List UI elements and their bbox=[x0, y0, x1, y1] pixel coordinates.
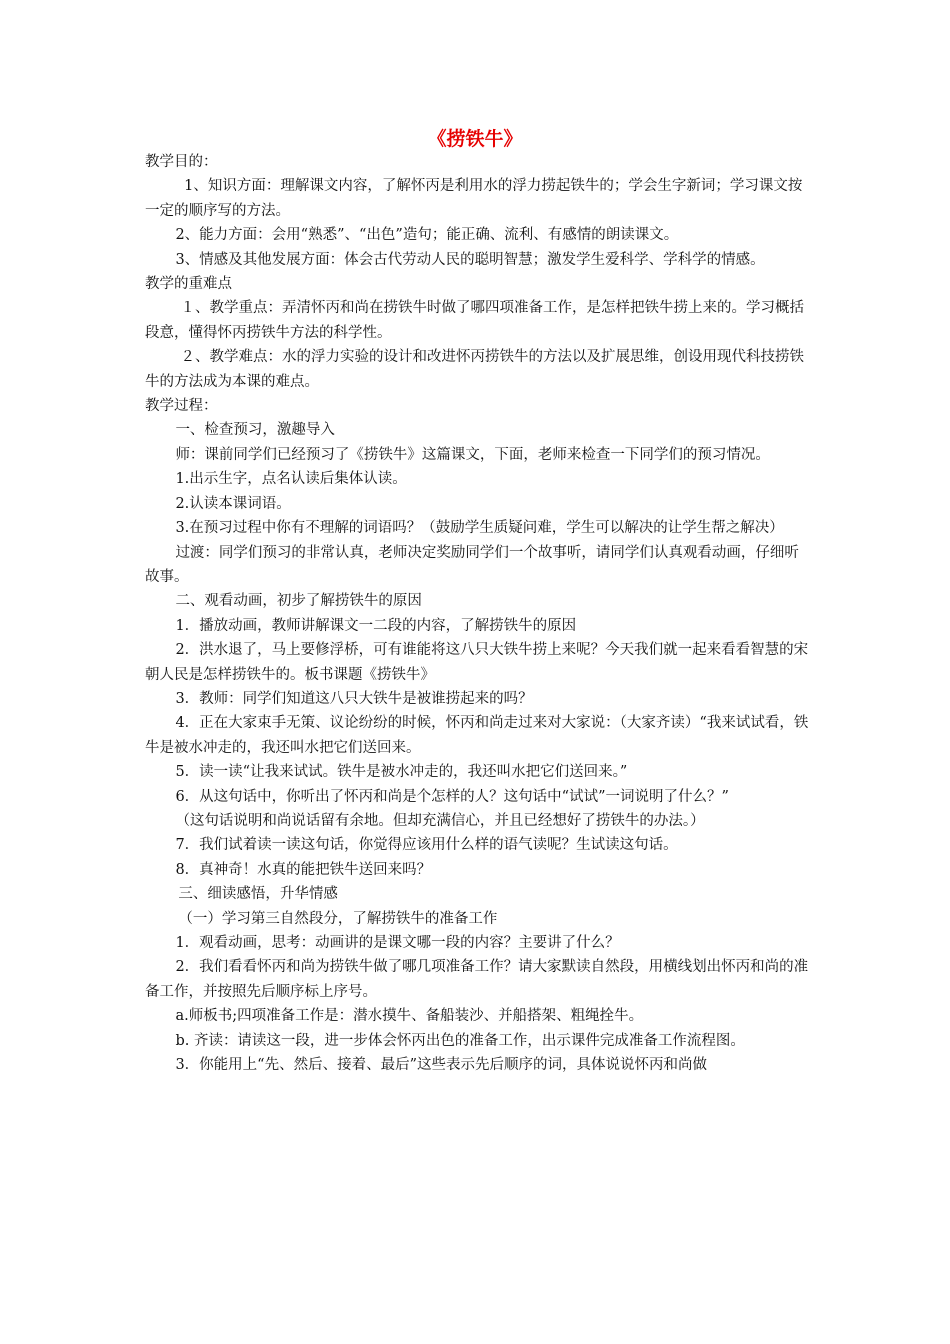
paragraph: a.师板书;四项准备工作是：潜水摸牛、备船装沙、并船搭架、粗绳拴牛。 bbox=[175, 1008, 644, 1025]
paragraph: 二、观看动画，初步了解捞铁牛的原因 bbox=[175, 593, 422, 610]
paragraph: 1、知识方面：理解课文内容，了解怀丙是利用水的浮力捞起铁牛的；学会生字新词；学习课文按一定的顺序写的方法。 bbox=[145, 178, 803, 219]
paragraph: 8．真神奇！水真的能把铁牛送回来吗？ bbox=[175, 861, 432, 878]
paragraph: 2、能力方面：会用“熟悉”、“出色”造句；能正确、流利、有感情的朗读课文。 bbox=[175, 227, 679, 244]
paragraph: 一、检查预习，激趣导入 bbox=[175, 422, 335, 439]
paragraph: 3.在预习过程中你有不理解的词语吗？（鼓励学生质疑问难，学生可以解决的让学生帮之解决） bbox=[175, 520, 784, 537]
paragraph: 过渡：同学们预习的非常认真，老师决定奖励同学们一个故事听，请同学们认真观看动画，仔细听故事。 bbox=[145, 544, 799, 585]
paragraph: 5．读一读“让我来试试。铁牛是被水冲走的，我还叫水把它们送回来。” bbox=[175, 764, 628, 781]
paragraph: 教学过程： bbox=[145, 398, 218, 415]
paragraph: 1．观看动画，思考：动画讲的是课文哪一段的内容？主要讲了什么？ bbox=[175, 935, 620, 951]
paragraph: 2．我们看看怀丙和尚为捞铁牛做了哪几项准备工作？请大家默读自然段，用横线划出怀丙和尚的准备工作，并按照先后顺序标上序号。 bbox=[145, 959, 809, 1000]
paragraph: １、教学重点：弄清怀丙和尚在捞铁牛时做了哪四项准备工作，是怎样把铁牛捞上来的。学习概括段意，懂得怀丙捞铁牛方法的科学性。 bbox=[145, 300, 805, 341]
paragraph: 1.出示生字，点名认读后集体认读。 bbox=[175, 471, 407, 488]
paragraph: 2.认读本课词语。 bbox=[175, 495, 291, 512]
paragraph: 4．正在大家束手无策、议论纷纷的时候，怀丙和尚走过来对大家说：（大家齐读）“我来试试看，铁牛是被水冲走的，我还叫水把它们送回来。 bbox=[145, 715, 809, 756]
paragraph: （这句话说明和尚说话留有余地。但却充满信心，并且已经想好了捞铁牛的办法。） bbox=[175, 812, 705, 829]
paragraph: b. 齐读：请读这一段，进一步体会怀丙出色的准备工作，出示课件完成准备工作流程图。 bbox=[175, 1032, 745, 1049]
paragraph: 1．播放动画，教师讲解课文一二段的内容，了解捞铁牛的原因 bbox=[175, 617, 577, 634]
paragraph: 教学的重难点 bbox=[145, 276, 232, 293]
document-body bbox=[145, 150, 809, 1077]
paragraph: ２、教学难点：水的浮力实验的设计和改进怀丙捞铁牛的方法以及扩展思维，创设用现代科技捞铁牛的方法成为本课的难点。 bbox=[145, 349, 805, 390]
paragraph: 三、细读感悟，升华情感 bbox=[178, 886, 338, 903]
document-title: 《捞铁牛》 bbox=[427, 128, 523, 150]
paragraph: 2．洪水退了，马上要修浮桥，可有谁能将这八只大铁牛捞上来呢？今天我们就一起来看看智慧的宋朝人民是怎样捞铁牛的。板书课题《捞铁牛》 bbox=[145, 642, 809, 683]
paragraph: 6．从这句话中，你听出了怀丙和尚是个怎样的人？这句话中“试试”一词说明了什么？” bbox=[175, 788, 729, 805]
paragraph: 3．教师：同学们知道这八只大铁牛是被谁捞起来的吗？ bbox=[175, 690, 533, 707]
paragraph: （一）学习第三自然段分，了解捞铁牛的准备工作 bbox=[178, 910, 498, 927]
paragraph: 3、情感及其他发展方面：体会古代劳动人民的聪明智慧；激发学生爱科学、学科学的情感。 bbox=[175, 251, 765, 268]
paragraph: 3．你能用上“先、然后、接着、最后”这些表示先后顺序的词，具体说说怀丙和尚做 bbox=[175, 1057, 707, 1074]
paragraph: 教学目的： bbox=[145, 154, 218, 170]
paragraph: 7．我们试着读一读这句话，你觉得应该用什么样的语气读呢？生试读这句话。 bbox=[175, 837, 678, 854]
paragraph: 师：课前同学们已经预习了《捞铁牛》这篇课文，下面，老师来检查一下同学们的预习情况。 bbox=[175, 446, 770, 463]
